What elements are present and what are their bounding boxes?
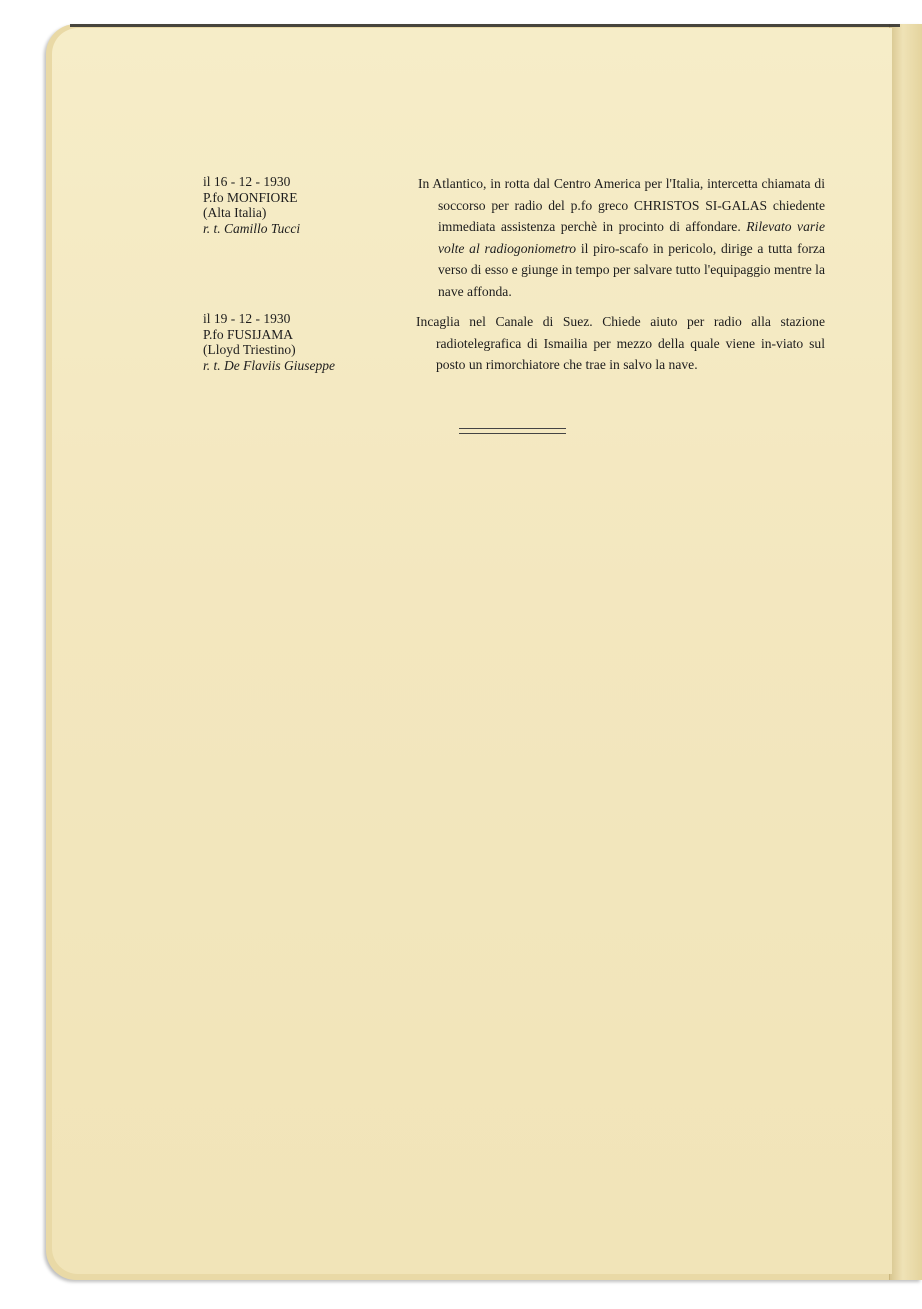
entry-1-text-italic: Rilevato varie volte al radiogoniometro — [438, 219, 825, 256]
entry-2-operator: r. t. De Flaviis Giuseppe — [203, 357, 335, 373]
entry-1-description — [418, 173, 825, 302]
entry-2-description — [416, 311, 825, 376]
double-rule-divider — [459, 428, 566, 434]
entry-1-meta — [203, 174, 403, 236]
entry-2-company: (Lloyd Triestino) — [203, 342, 296, 357]
entry-1-text-after: il piro-scafo in pericolo, dirige a tutta forza verso di esso e giunge in tempo per salvare tutto l'equipaggio mentre la nave affonda. — [438, 240, 825, 299]
entry-1-company: (Alta Italia) — [203, 205, 267, 220]
entry-1-text-before: In Atlantico, in rotta dal Centro America per l'Italia, intercetta chiamata di soccorso per radio del p.fo greco CHRISTOS SI-GALAS chiedente immediata assistenza perchè in procinto di affondare. — [418, 176, 825, 234]
entry-2-ship: P.fo FUSIJAMA — [203, 326, 294, 342]
entry-1-date: il 16 - 12 - 1930 — [203, 174, 291, 189]
page-top-binding-line — [70, 24, 900, 27]
entry-1-operator: r. t. Camillo Tucci — [203, 220, 301, 236]
entry-2-meta — [203, 311, 403, 373]
entry-1-ship: P.fo MONFIORE — [203, 189, 298, 205]
entry-2-date: il 19 - 12 - 1930 — [203, 311, 291, 326]
page-right-edge — [889, 24, 922, 1280]
entry-2-text-before: Incaglia nel Canale di Suez. Chiede aiuto per radio alla stazione radiotelegrafica di Ismailia per mezzo della quale viene in-viato sul posto un rimorchiatore che trae in salvo la nave. — [416, 314, 825, 372]
